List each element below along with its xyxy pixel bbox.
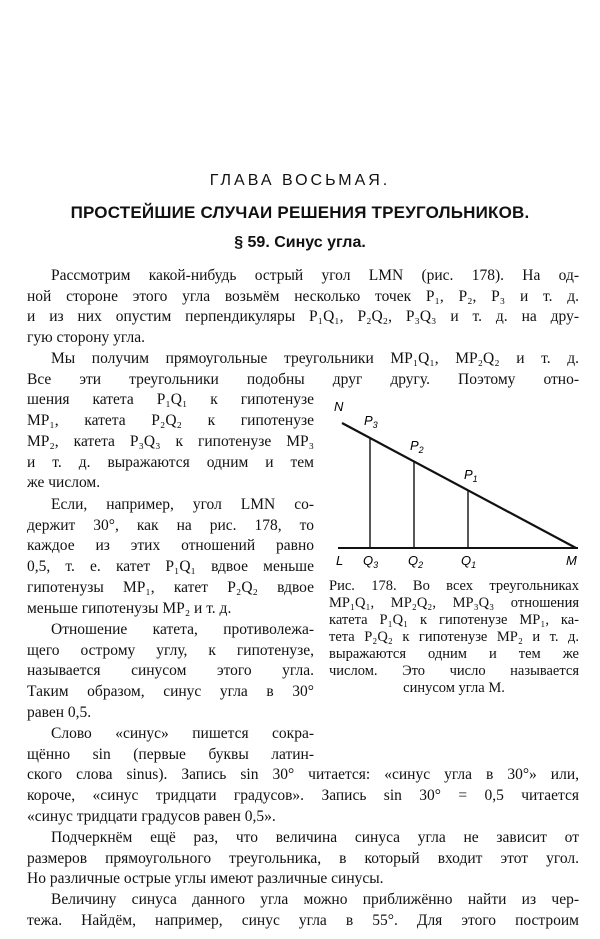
paragraph-4 xyxy=(27,620,314,724)
text-line: Если, например, угол LMN со- xyxy=(51,496,314,513)
label-n: N xyxy=(334,399,344,414)
caption-line: выражаются одним и тем же xyxy=(329,646,579,662)
chapter-heading: ГЛАВА ВОСЬМАЯ. xyxy=(209,172,391,189)
label-q2: $Q_2$ xyxy=(408,553,424,570)
text-line: Все эти треугольники подобны друг другу. Поэтому отно- xyxy=(27,370,579,388)
paragraph-5 xyxy=(27,724,579,828)
text-line: MP₁, катета P₂Q₂ к гипотенузе xyxy=(27,412,314,430)
text-line: Мы получим прямоугольные треугольники MP₁Q₁, MP₂Q₂ и т. д. xyxy=(51,350,579,367)
text-line: тежа. Найдём, например, синус угла в 55°. Для этого построим xyxy=(27,911,579,929)
figure-caption xyxy=(329,578,579,697)
text-line: «синус тридцати градусов равен 0,5». xyxy=(27,807,276,825)
label-m: M xyxy=(566,553,577,568)
text-line: и из них опустим перпендикуляры P₁Q₁, P₂Q₂, P₃Q₃ и т. д. на дру- xyxy=(27,308,579,326)
label-q1: $Q_1$ xyxy=(461,553,477,570)
text-line: щённо sin (первые буквы латин- xyxy=(27,745,314,763)
text-line: Слово «синус» пишется сокра- xyxy=(51,725,314,742)
text-line: Величину синуса данного угла можно приближённо найти из чер- xyxy=(51,891,579,908)
caption-line: тета P₂Q₂ к гипотенузе MP₂ и т. д. xyxy=(329,629,579,645)
caption-line: катета P₁Q₁ к гипотенузе MP₁, ка- xyxy=(329,612,579,628)
text-line: Подчеркнём ещё раз, что величина синуса угла не зависит от xyxy=(51,829,579,846)
paragraph-1 xyxy=(27,266,579,349)
text-line: короче, «синус тридцати градусов». Запись sin 30° = 0,5 читается xyxy=(27,787,579,805)
paragraph-7 xyxy=(27,890,579,931)
definition-line: называется синусом этого угла. xyxy=(27,662,314,680)
text-line: гипотенузы MP₁, катет P₂Q₂ вдвое xyxy=(27,578,314,596)
caption-line: числом. Это число называется xyxy=(329,663,579,679)
paragraph-6 xyxy=(27,828,579,890)
section-heading: § 59. Синус угла. xyxy=(234,234,366,251)
label-q3: $Q_3$ xyxy=(363,553,379,570)
caption-line: Рис. 178. Во всех треугольниках xyxy=(329,578,579,594)
label-l: L xyxy=(336,553,344,568)
text-line: меньше гипотенузы MP₂ и т. д. xyxy=(27,599,232,617)
label-p2: $P_2$ xyxy=(410,438,424,455)
text-line: держит 30°, как на рис. 178, то xyxy=(27,516,314,534)
text-line: 0,5, т. е. катет P₁Q₁ вдвое меньше xyxy=(27,558,314,576)
caption-line: MP₁Q₁, MP₂Q₂, MP₃Q₃ отношения xyxy=(329,595,579,611)
text-line: же числом. xyxy=(27,474,101,492)
text-line: Отношение катета, противолежа- xyxy=(51,621,314,638)
triangle-diagram xyxy=(330,395,590,580)
text-line: размеров прямоугольного треугольника, в который входит этот угол. xyxy=(27,849,579,867)
text-line: Таким образом, синус угла в 30° xyxy=(27,683,314,701)
text-line: ной стороне этого угла возьмём несколько точек P₁, P₂, P₃ и т. д. xyxy=(27,287,579,305)
side-mn-line xyxy=(342,423,576,548)
chapter-title: ПРОСТЕЙШИЕ СЛУЧАИ РЕШЕНИЯ ТРЕУГОЛЬНИКОВ. xyxy=(70,203,530,222)
text-line: гую сторону угла. xyxy=(27,329,145,347)
paragraph-3 xyxy=(27,495,314,619)
label-p3: $P_3$ xyxy=(364,413,378,430)
label-p1: $P_1$ xyxy=(464,467,478,484)
text-line: каждое из этих отношений равно xyxy=(27,537,314,555)
text-line: щего острому углу, к гипотенузе, xyxy=(27,641,314,659)
text-line: Но различные острые углы имеют различные синусы. xyxy=(27,870,384,888)
caption-line: синусом угла M. xyxy=(403,680,505,696)
text-line: MP₂, катета P₃Q₃ к гипотенузе MP₃ xyxy=(27,432,314,450)
text-line: Рассмотрим какой-нибудь острый угол LMN (рис. 178). На од- xyxy=(51,267,579,284)
figure-178 xyxy=(330,395,590,580)
text-line: и т. д. выражаются одним и тем xyxy=(27,453,314,471)
text-line: равен 0,5. xyxy=(27,703,92,721)
text-line: шения катета P₁Q₁ к гипотенузе xyxy=(27,391,314,409)
text-line: ского слова sinus). Запись sin 30° читается: «синус угла в 30°» или, xyxy=(27,766,579,784)
